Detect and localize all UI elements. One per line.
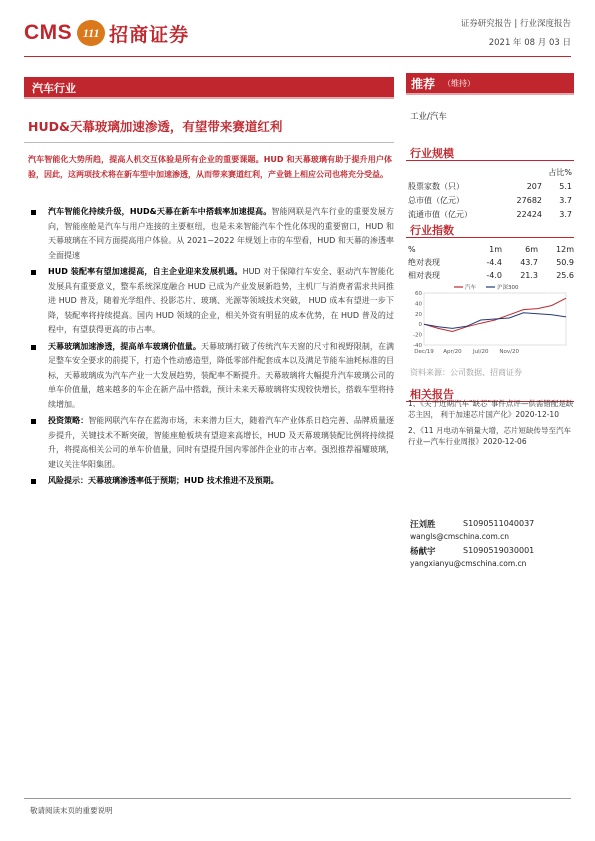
y-tick-label: -20 xyxy=(413,332,422,339)
key-point xyxy=(30,340,394,413)
table-row: 股票家数（只） 207 5.1 xyxy=(408,181,572,191)
industry-index-table xyxy=(408,243,574,282)
analyst-email[interactable]: wangls@cmschina.com.cn xyxy=(410,532,510,541)
key-point-lead: 投资策略： xyxy=(48,416,89,425)
y-tick-label: -40 xyxy=(413,343,422,349)
summary-paragraph: 汽车智能化大势所趋，提高人机交互体验是所有企业的重要课题。HUD 和天幕玻璃有助于提升用户体验，因此，这两项技术将在新车型中加速渗透，从而带来赛道红利，产业链上相应公司也将充分受益。 xyxy=(28,155,392,179)
rating-banner xyxy=(406,73,574,95)
key-points xyxy=(30,205,394,491)
industry-banner xyxy=(24,77,394,99)
logo-cms-text: CMS xyxy=(24,21,73,44)
report-date: 2021 年 08 月 03 日 xyxy=(488,38,571,48)
x-tick-label: Apr/20 xyxy=(443,349,462,355)
y-tick-label: 0 xyxy=(418,322,422,329)
key-point-body: 天幕玻璃打破了传统汽车天窗的尺寸和视野限制，在满足整车安全要求的前提下，打造个性动感造型，降低零部件配套成本以及满足节能车油耗标准的目标，天幕玻璃成为汽车产业一大发展趋势，装配率不断提升。天幕玻璃将大幅提升汽车玻璃公司的单车价值量，越来越多的车企在新产品中搭载，预计未来天幕玻璃将实现较快增长，搭载车型将持续增加。 xyxy=(48,341,394,409)
key-point xyxy=(30,414,394,472)
analyst-certificate: S1090519030001 xyxy=(463,546,535,555)
bullet-square-icon xyxy=(31,479,36,484)
logo-chinese-text: 招商证券 xyxy=(109,23,190,46)
key-point-lead: 天幕玻璃加速渗透，提高单车玻璃价值量。 xyxy=(48,341,201,351)
table-row: 绝对表现 -4.4 43.7 50.9 xyxy=(408,258,574,267)
table-header-row xyxy=(408,165,574,179)
series-line xyxy=(424,313,566,329)
x-tick-label: Jul/20 xyxy=(473,349,489,355)
y-tick-label: 40 xyxy=(415,301,422,308)
industry-index-heading: 行业指数 xyxy=(406,220,574,238)
industry-label: 汽车行业 xyxy=(32,82,76,95)
key-point-body: 智能网联是汽车行业的重要发展方向，智能座舱是汽车与用户连接的主要枢纽，也是未来智能汽车个性化体现的重要窗口，HUD 和天幕玻璃在不同方面提高用户体验。从 2021~2022 年规划上市的车型看，HUD 和天幕的渗透率全面提速 xyxy=(48,207,395,260)
report-type: 证券研究报告 | 行业深度报告 xyxy=(460,19,571,29)
key-point-body: HUD 对于保障行车安全、驱动汽车智能化发展具有重要意义，整车系统深度融合 HUD 已成为产业发展新趋势，主机厂与消费者需求共同推进 HUD 普及，随着光学组件、投影芯片、玻璃、光源等领域技术突破， HUD 成本有望进一步下降，装配率将持续提高。国内 HUD 领域的企业，相关外资有明显的成本优势，在 HUD 普及的过程中，有望获得更高的市占率。 xyxy=(48,267,394,334)
key-point xyxy=(30,205,394,263)
title-divider xyxy=(24,142,394,143)
industry-scale-heading: 行业规模 xyxy=(406,143,574,161)
company-logo xyxy=(24,18,189,48)
analyst-name: 杨献宇 xyxy=(410,546,436,557)
legend-label: 沪深300 xyxy=(497,285,519,291)
analyst-card xyxy=(410,517,576,543)
analyst-name: 汪刘胜 xyxy=(410,519,436,530)
rating-value: 推荐 xyxy=(411,77,436,91)
key-point xyxy=(30,265,394,338)
rating-sector: 工业/汽车 xyxy=(410,112,447,122)
related-report-link[interactable]: 2、《11 月电动车销量大增，芯片短缺传导至汽车行业—汽车行业周报》2020-12-06 xyxy=(408,426,571,446)
rating-note: （维持） xyxy=(443,79,475,88)
key-point-lead: 汽车智能化持续升级，HUD&天幕在新车中搭载率加速提高。 xyxy=(48,207,272,216)
footer-disclaimer: 敬请阅读末页的重要说明 xyxy=(30,806,113,815)
key-point xyxy=(30,474,394,489)
risk-warning: 风险提示：天幕玻璃渗透率低于预期；HUD 技术推进不及预期。 xyxy=(48,476,279,485)
chart-source: 资料来源：公司数据、招商证券 xyxy=(410,368,522,377)
pct-column-header: 占比% xyxy=(548,167,572,177)
bullet-square-icon xyxy=(31,210,36,215)
related-reports-heading: 相关报告 xyxy=(406,384,574,402)
bullet-square-icon xyxy=(31,419,36,424)
logo-badge-icon: 111 xyxy=(77,20,105,46)
bullet-square-icon xyxy=(31,270,36,275)
table-row: 相对表现 -4.0 21.3 25.6 xyxy=(408,271,574,280)
analyst-email[interactable]: yangxianyu@cmschina.com.cn xyxy=(410,559,527,568)
y-tick-label: 20 xyxy=(415,311,422,318)
table-row: 流通市值（亿元） 22424 3.7 xyxy=(408,209,572,219)
related-reports-list xyxy=(408,398,574,452)
x-tick-label: Nov/20 xyxy=(499,349,519,355)
analyst-card xyxy=(410,544,576,570)
report-title: HUD&天幕玻璃加速渗透，有望带来赛道红利 xyxy=(28,119,283,134)
series-line xyxy=(424,298,566,331)
related-report-link[interactable]: 1、《关于近期汽车"缺芯"事件点评—供需错配是缺芯主因， 利于加速芯片国产化》2020-12-10 xyxy=(408,399,574,419)
table-row: 总市值（亿元） 27682 3.7 xyxy=(408,195,572,205)
footer-divider xyxy=(24,798,571,799)
legend-label: 汽车 xyxy=(465,285,477,291)
header-divider xyxy=(24,56,571,57)
analyst-certificate: S1090511040037 xyxy=(463,519,535,528)
key-point-lead: HUD 装配率有望加速提高，自主企业迎来发展机遇。 xyxy=(48,267,243,276)
x-tick-label: Dec/19 xyxy=(414,349,434,355)
key-point-body: 智能网联汽车存在蓝海市场，未来潜力巨大，随着汽车产业体系日趋完善、品牌质量逐步提升，关键技术不断突破，智能座舱板块有望迎来高增长，HUD 及天幕玻璃装配比例将持续提升，将提高相关公司的单车价值量，同时有望提升国内零部件企业的市占率。强烈推荐福耀玻璃，建议关注华阳集团。 xyxy=(48,416,395,469)
bullet-square-icon xyxy=(31,345,36,350)
industry-scale-table xyxy=(408,165,574,221)
table-header-row: % 1m 6m 12m xyxy=(408,245,574,254)
industry-performance-chart xyxy=(406,281,574,359)
y-tick-label: 60 xyxy=(415,291,422,297)
